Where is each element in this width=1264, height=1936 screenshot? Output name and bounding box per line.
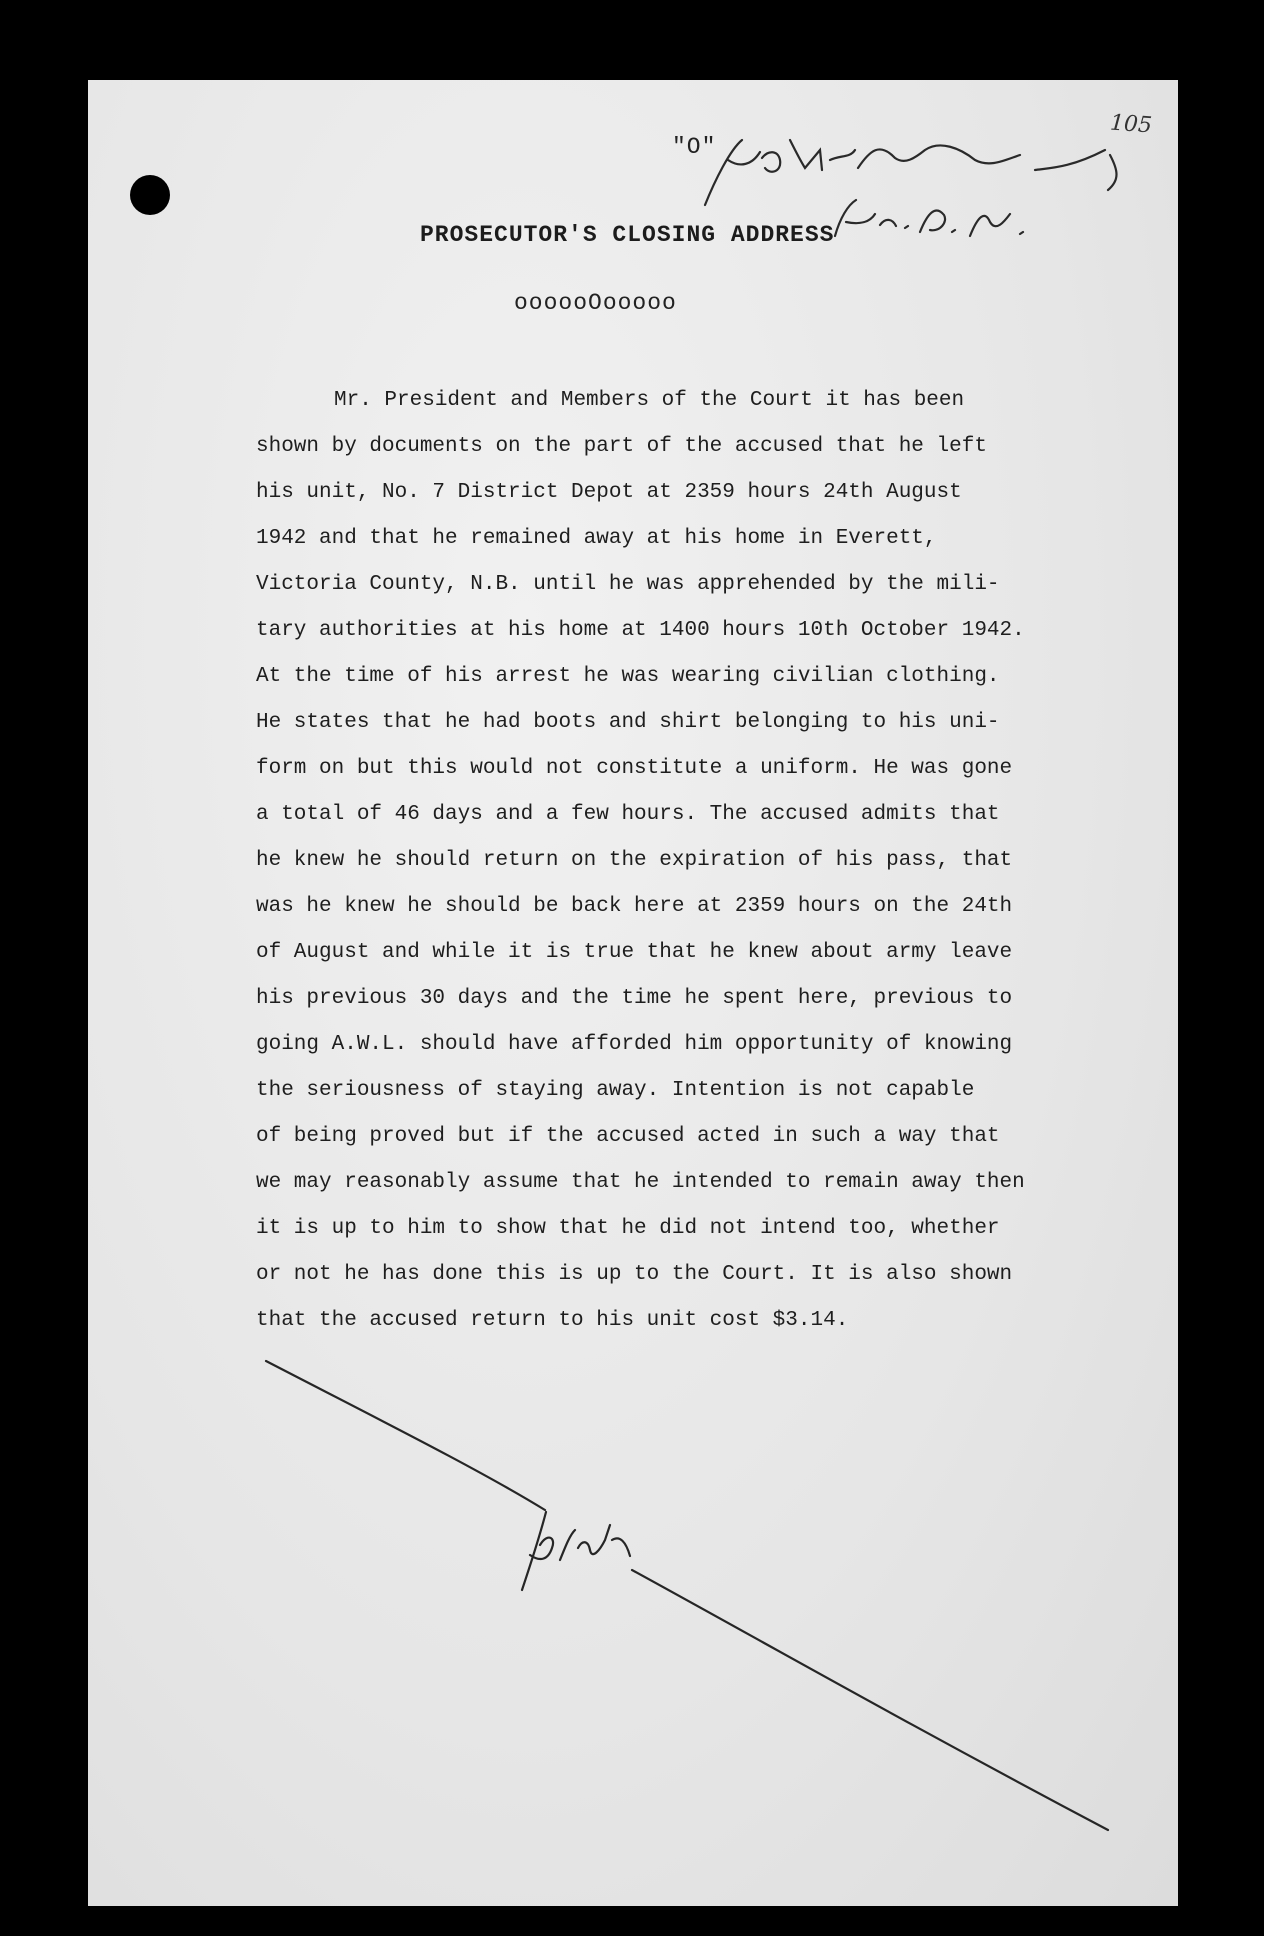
body-line: He states that he had boots and shirt belonging to his uni- <box>256 711 1000 734</box>
body-line: a total of 46 days and a few hours. The accused admits that <box>256 803 1000 826</box>
body-line: the seriousness of staying away. Intention is not capable <box>256 1079 975 1102</box>
document-title: PROSECUTOR'S CLOSING ADDRESS <box>420 222 835 248</box>
body-line: At the time of his arrest he was wearing civilian clothing. <box>256 665 1000 688</box>
body-line: was he knew he should be back here at 2359 hours on the 24th <box>256 895 1013 918</box>
page-number: 105 <box>1109 110 1153 139</box>
body-line: his unit, No. 7 District Depot at 2359 hours 24th August <box>256 481 962 504</box>
body-line: tary authorities at his home at 1400 hours 10th October 1942. <box>256 619 1025 642</box>
body-line: he knew he should return on the expiration of his pass, that <box>256 849 1013 872</box>
title-ornament: oooooOooooo <box>514 290 677 316</box>
exhibit-mark: "O" <box>672 134 717 160</box>
body-line: of being proved but if the accused acted in such a way that <box>256 1125 1000 1148</box>
body-line: going A.W.L. should have afforded him opportunity of knowing <box>256 1033 1013 1056</box>
body-line: his previous 30 days and the time he spent here, previous to <box>256 987 1013 1010</box>
body-line: or not he has done this is up to the Court. It is also shown <box>256 1263 1013 1286</box>
body-line: we may reasonably assume that he intended to remain away then <box>256 1171 1025 1194</box>
handwritten-signature-top <box>705 140 1117 236</box>
body-line: of August and while it is true that he knew about army leave <box>256 941 1013 964</box>
body-line: 1942 and that he remained away at his home in Everett, <box>256 527 937 550</box>
body-line: form on but this would not constitute a uniform. He was gone <box>256 757 1013 780</box>
body-line: it is up to him to show that he did not intend too, whether <box>256 1217 1000 1240</box>
handwritten-signature-bottom <box>266 1361 1108 1830</box>
body-line: that the accused return to his unit cost $3.14. <box>256 1309 849 1332</box>
body-line: shown by documents on the part of the accused that he left <box>256 435 987 458</box>
body-line: Victoria County, N.B. until he was apprehended by the mili- <box>256 573 1000 596</box>
body-line: Mr. President and Members of the Court it has been <box>334 389 965 412</box>
